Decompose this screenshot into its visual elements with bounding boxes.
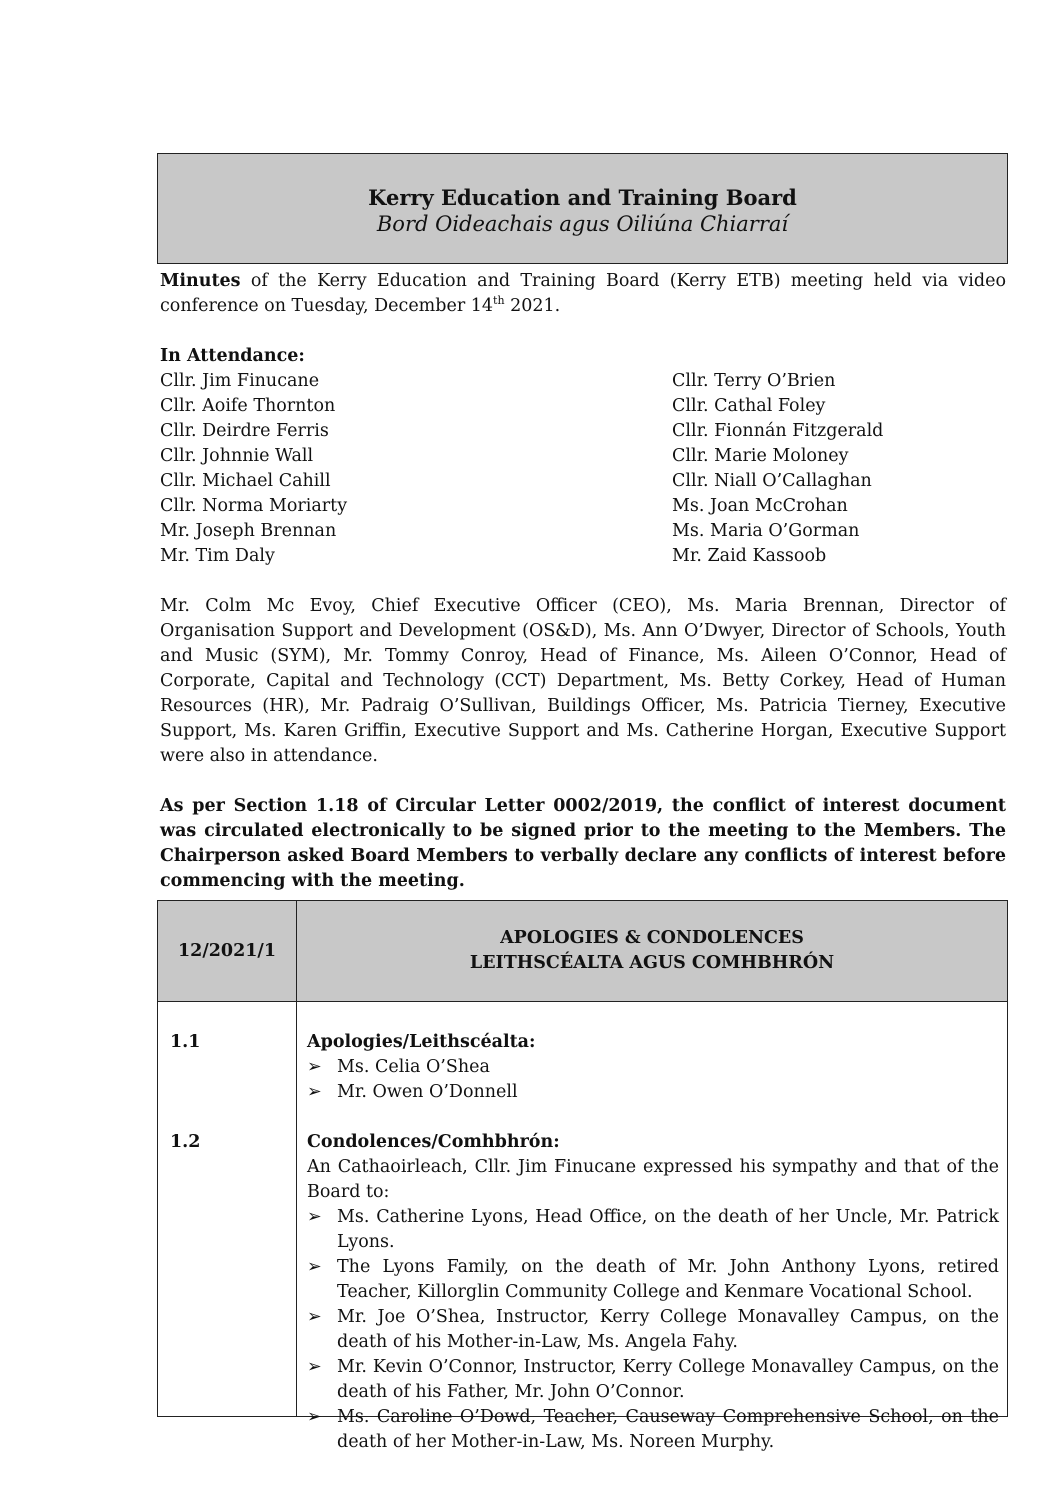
agenda-item-table xyxy=(157,900,1008,1452)
attendee: Cllr. Deirdre Ferris xyxy=(160,421,329,441)
condolences-intro: An Cathaoirleach, Cllr. Jim Finucane expressed his sympathy and that of the Board to: xyxy=(307,1157,999,1202)
agenda-item-number: 12/2021/1 xyxy=(158,901,297,1002)
arrow-bullet-icon: ➢ xyxy=(307,1057,322,1077)
agenda-item-header-row xyxy=(158,901,1008,1002)
attendee: Mr. Tim Daly xyxy=(160,546,275,566)
section-number-column xyxy=(158,1002,297,1417)
conflict-of-interest-notice: As per Section 1.18 of Circular Letter 0002/2019, the conflict of interest document was circulated electronically to be signed prior to the meeting to the Members. The Chairperson asked Board Members to verbally declare any conflicts of interest before commencing with the meeting. xyxy=(160,796,1006,891)
attendance-right-column xyxy=(672,369,883,569)
condolences-label: Condolences/Comhbhrón: xyxy=(307,1132,560,1152)
list-item: ➢ The Lyons Family, on the death of Mr. John Anthony Lyons, retired Teacher, Killorglin Community College and Kenmare Vocational School. xyxy=(307,1257,999,1302)
list-item: ➢ Ms. Celia O’Shea xyxy=(307,1055,999,1080)
arrow-bullet-icon: ➢ xyxy=(307,1257,322,1277)
intro-sup: th xyxy=(493,294,505,308)
attendee: Cllr. Niall O’Callaghan xyxy=(672,471,872,491)
agenda-item-body-row xyxy=(158,1002,1008,1417)
also-in-attendance-paragraph: Mr. Colm Mc Evoy, Chief Executive Officer (CEO), Ms. Maria Brennan, Director of Organisation Support and Development (OS&D), Ms. Ann O’Dwyer, Director of Schools, Youth and Music (SYM), Mr. Tommy Conroy, Head of Finance, Ms. Aileen O’Connor, Head of Corporate, Capital and Technology (CCT) Department, Ms. Betty Corkey, Head of Human Resources (HR), Mr. Padraig O’Sullivan, Buildings Officer, Ms. Patricia Tierney, Executive Support, Ms. Karen Griffin, Executive Support and Ms. Catherine Horgan, Executive Support were also in attendance. xyxy=(160,596,1006,766)
intro-lead: Minutes xyxy=(160,271,241,291)
attendee: Cllr. Michael Cahill xyxy=(160,471,331,491)
intro-paragraph xyxy=(160,269,1006,319)
section-apologies xyxy=(307,1030,999,1105)
arrow-bullet-icon: ➢ xyxy=(307,1407,322,1427)
attendee: Ms. Joan McCrohan xyxy=(672,496,848,516)
intro-text: of the Kerry Education and Training Board (Kerry ETB) meeting held via video conference on Tuesday, December 14 xyxy=(160,271,1006,316)
arrow-bullet-icon: ➢ xyxy=(307,1307,322,1327)
arrow-bullet-icon: ➢ xyxy=(307,1357,322,1377)
attendee: Cllr. Jim Finucane xyxy=(160,371,320,391)
list-item: ➢ Mr. Kevin O’Connor, Instructor, Kerry College Monavalley Campus, on the death of his Father, Mr. John O’Connor. xyxy=(307,1357,999,1402)
document-header xyxy=(157,153,1008,264)
list-item: ➢ Ms. Caroline O’Dowd, Teacher, Causeway Comprehensive School, on the death of her Mother-in-Law, Ms. Noreen Murphy. xyxy=(307,1407,999,1452)
section-number: 1.2 xyxy=(170,1132,201,1152)
attendee: Cllr. Cathal Foley xyxy=(672,396,826,416)
attendee: Mr. Zaid Kassoob xyxy=(672,546,827,566)
arrow-bullet-icon: ➢ xyxy=(307,1082,322,1102)
agenda-item-title xyxy=(297,901,1008,1002)
attendee: Cllr. Norma Moriarty xyxy=(160,496,348,516)
section-content-column xyxy=(297,1002,1008,1452)
intro-text-end: 2021. xyxy=(504,296,561,316)
attendee: Cllr. Aoife Thornton xyxy=(160,396,336,416)
attendance-heading: In Attendance: xyxy=(160,346,305,366)
attendee: Cllr. Johnnie Wall xyxy=(160,446,314,466)
agenda-item-title-irish: LEITHSCÉALTA AGUS COMHBHRÓN xyxy=(469,953,835,973)
attendee: Cllr. Fionnán Fitzgerald xyxy=(672,421,884,441)
condolences-list xyxy=(307,1205,999,1455)
agenda-item-title-english: APOLOGIES & CONDOLENCES xyxy=(500,928,804,948)
attendee: Ms. Maria O’Gorman xyxy=(672,521,860,541)
attendee: Cllr. Marie Moloney xyxy=(672,446,849,466)
attendee: Mr. Joseph Brennan xyxy=(160,521,337,541)
apologies-label: Apologies/Leithscéalta: xyxy=(307,1032,536,1052)
attendance-left-column xyxy=(160,369,347,569)
board-title: Kerry Education and Training Board xyxy=(368,185,797,210)
section-number: 1.1 xyxy=(170,1032,201,1052)
section-condolences xyxy=(307,1130,999,1455)
attendee: Cllr. Terry O’Brien xyxy=(672,371,836,391)
list-item: ➢ Ms. Catherine Lyons, Head Office, on the death of her Uncle, Mr. Patrick Lyons. xyxy=(307,1207,999,1252)
list-item: ➢ Mr. Owen O’Donnell xyxy=(307,1080,999,1105)
arrow-bullet-icon: ➢ xyxy=(307,1207,322,1227)
list-item: ➢ Mr. Joe O’Shea, Instructor, Kerry College Monavalley Campus, on the death of his Mother-in-Law, Ms. Angela Fahy. xyxy=(307,1307,999,1352)
board-subtitle-irish: Bord Oideachais agus Oiliúna Chiarraí xyxy=(376,212,789,236)
apologies-list xyxy=(307,1055,999,1105)
